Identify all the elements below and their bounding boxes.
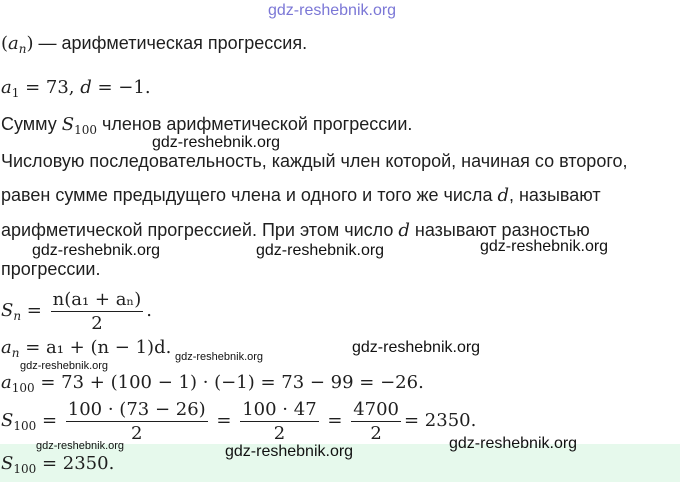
definition-line-3: арифметической прогрессией. При этом число d называют разностью xyxy=(1,220,590,241)
sum-formula: $S_n$ = $\frac{\text{n(a₁ + aₙ)}}{2}$ . xyxy=(1,288,152,334)
watermark-top: gdz-reshebnik.org xyxy=(268,2,397,19)
s100-calculation: $S_{100}$ = $\frac{100 \cdot (73 - 26)}{2}$ = $\frac{100 \cdot 47}{2}$ = $\frac{4700}{2}$ = 2350. xyxy=(1,398,477,444)
watermark: gdz-reshebnik.org xyxy=(480,238,609,255)
watermark: gdz-reshebnik.org xyxy=(175,351,264,363)
watermark: gdz-reshebnik.org xyxy=(36,440,125,452)
nth-term-formula: $a_n = a_1 + (n - 1)d$. xyxy=(1,337,172,360)
watermark: gdz-reshebnik.org xyxy=(225,443,354,460)
a100-calculation: $a_{100} = 73 + (100 - 1) \cdot (-1) = 73 - 99 = -26$. xyxy=(1,372,424,395)
watermark: gdz-reshebnik.org xyxy=(152,134,281,151)
answer-line: $S_{100} = 2350$. xyxy=(1,453,115,476)
definition-line-1: Числовую последовательность, каждый член которой, начиная со второго, xyxy=(1,151,628,171)
watermark: gdz-reshebnik.org xyxy=(256,242,385,259)
definition-line-2: равен сумме предыдущего члена и одного и того же числа d, называют xyxy=(1,185,601,206)
problem-statement: $(a_n)$ — арифметическая прогрессия. xyxy=(1,33,308,56)
watermark: gdz-reshebnik.org xyxy=(352,339,481,356)
task-line: Сумму $S_{100}$ членов арифметической прогрессии. xyxy=(1,114,413,137)
watermark: gdz-reshebnik.org xyxy=(449,435,578,452)
definition-line-4: прогрессии. xyxy=(1,259,101,279)
watermark: gdz-reshebnik.org xyxy=(20,360,109,372)
watermark: gdz-reshebnik.org xyxy=(32,242,161,259)
given-values: $a_1 = 73$, d = −1. xyxy=(1,77,151,100)
